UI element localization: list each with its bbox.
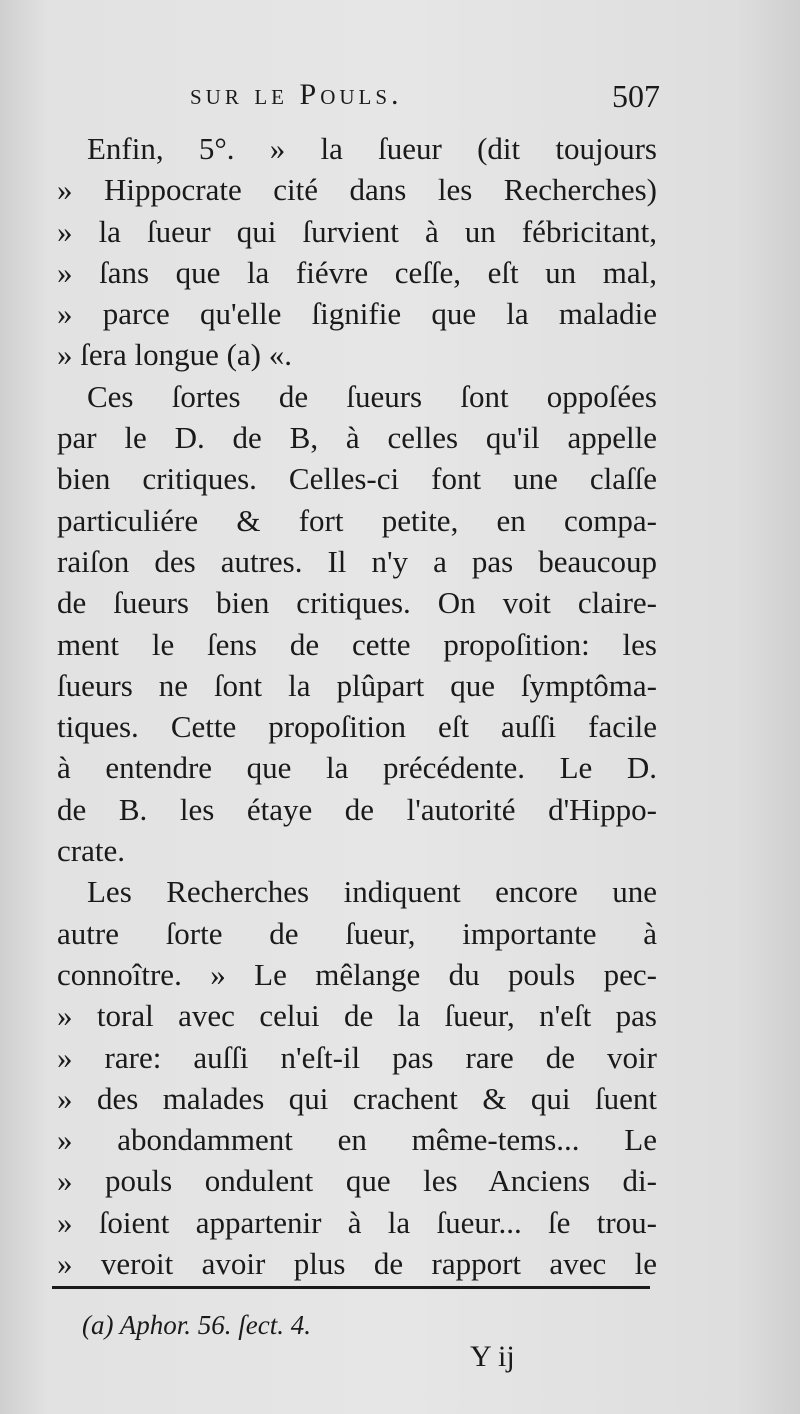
text-line: de B. les étaye de l'autorité d'Hippo- xyxy=(57,791,657,827)
text-line: particuliére & fort petite, en compa- xyxy=(57,502,657,538)
text-line: » la ſueur qui ſurvient à un fébricitant, xyxy=(57,213,657,249)
text-line: raiſon des autres. Il n'y a pas beaucoup xyxy=(57,543,657,579)
text-line: » des malades qui crachent & qui ſuent xyxy=(57,1080,657,1116)
running-title: sur le Pouls. xyxy=(190,78,403,111)
text-line: ſueurs ne ſont la plûpart que ſymptôma- xyxy=(57,667,657,703)
text-line: » ſans que la fiévre ceſſe, eſt un mal, xyxy=(57,254,657,290)
text-line: » parce qu'elle ſignifie que la maladie xyxy=(57,296,657,332)
text-line: ment le ſens de cette propoſition: les xyxy=(57,626,657,662)
text-line: autre ſorte de ſueur, importante à xyxy=(57,915,657,951)
text-line: Ces ſortes de ſueurs ſont oppoſées xyxy=(87,378,657,414)
text-line: crate. xyxy=(57,833,125,869)
text-line: » ſera longue (a) «. xyxy=(57,337,292,373)
text-line: par le D. de B, à celles qu'il appelle xyxy=(57,420,657,456)
signature-mark: Y ij xyxy=(470,1340,515,1373)
text-line: Les Recherches indiquent encore une xyxy=(87,874,657,910)
page-number: 507 xyxy=(612,78,660,114)
text-line: » abondamment en même-tems... Le xyxy=(57,1122,657,1158)
text-line: » ſoient appartenir à la ſueur... ſe trou- xyxy=(57,1204,657,1240)
footnote: (a) Aphor. 56. ſect. 4. xyxy=(82,1310,311,1340)
text-line: connoître. » Le mêlange du pouls pec- xyxy=(57,956,657,992)
body-text xyxy=(57,128,657,1284)
running-head xyxy=(190,78,660,118)
text-line: tiques. Cette propoſition eſt auſſi facile xyxy=(57,709,657,745)
text-line: » rare: auſſi n'eſt-il pas rare de voir xyxy=(57,1039,657,1075)
text-line: » Hippocrate cité dans les Recherches) xyxy=(57,172,657,208)
text-line: à entendre que la précédente. Le D. xyxy=(57,750,657,786)
text-line: Enfin, 5°. » la ſueur (dit toujours xyxy=(87,131,657,166)
footnote-rule xyxy=(52,1286,650,1289)
text-line: » toral avec celui de la ſueur, n'eſt pas xyxy=(57,998,657,1034)
text-line: de ſueurs bien critiques. On voit claire- xyxy=(57,585,657,621)
text-line: » pouls ondulent que les Anciens di- xyxy=(57,1163,657,1199)
text-line: » veroit avoir plus de rapport avec le xyxy=(57,1246,657,1282)
text-line: bien critiques. Celles-ci font une claſſe xyxy=(57,461,657,497)
